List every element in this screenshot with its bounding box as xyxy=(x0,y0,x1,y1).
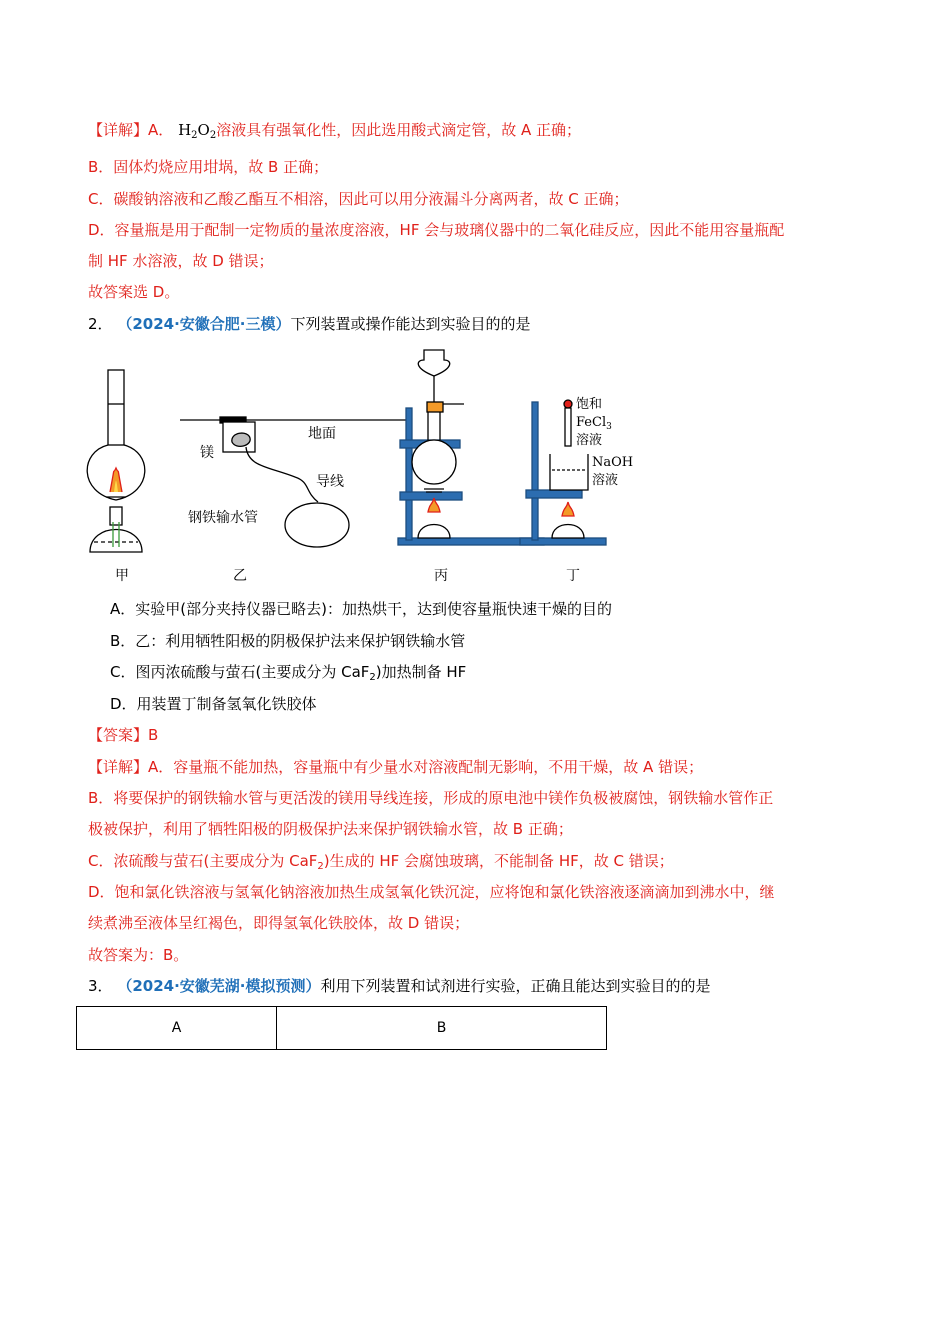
q1-explain-a: 【详解】A． $H_2O_2$溶液具有强氧化性，因此选用酸式滴定管，故 A 正确； xyxy=(88,121,582,141)
q2-option-c: C．图丙浓硫酸与萤石(主要成分为 CaF$_2$)加热制备 HF xyxy=(110,663,467,683)
label-saturated: 饱和 xyxy=(576,397,603,412)
q1-explain-c: C．碳酸钠溶液和乙酸乙酯互不相溶，因此可以用分液漏斗分离两者，故 C 正确； xyxy=(88,190,629,208)
q2-stem-text: 下列装置或操作能达到实验目的的是 xyxy=(290,315,531,333)
q2-stem xyxy=(88,314,531,334)
label-ground: 地面 xyxy=(308,426,336,442)
caption-jia: 甲 xyxy=(115,568,129,584)
label-solution-1: 溶液 xyxy=(576,433,603,448)
label-wire: 导线 xyxy=(316,474,344,490)
q2-option-a: A．实验甲(部分夹持仪器已略去)：加热烘干，达到使容量瓶快速干燥的目的 xyxy=(110,600,612,618)
q2-explain-d2: 续煮沸至液体呈红褐色，即得氢氧化铁胶体，故 D 错误； xyxy=(88,914,470,932)
corrosion-apparatus xyxy=(180,417,410,547)
caption-bing: 丙 xyxy=(434,568,448,584)
q3-stem-text: 利用下列装置和试剂进行实验，正确且能达到实验目的的是 xyxy=(320,977,711,995)
caption-ding: 丁 xyxy=(566,568,580,584)
explain-bracket: 【详解】 xyxy=(88,121,149,139)
q3-stem xyxy=(88,976,711,996)
label-solution-2: 溶液 xyxy=(592,473,619,488)
q2-explain-d1: D．饱和氯化铁溶液与氢氧化钠溶液加热生成氢氧化铁沉淀，应将饱和氯化铁溶液逐滴滴加到沸水中，继 xyxy=(88,883,775,901)
table-header-a: A xyxy=(77,1007,277,1050)
h2o2-formula: $H_2O_2$ xyxy=(178,121,217,141)
q2-option-d: D．用装置丁制备氢氧化铁胶体 xyxy=(110,695,317,713)
label-naoh: NaOH xyxy=(592,455,634,470)
q2-figure xyxy=(80,342,660,592)
label-fecl3: FeCl$_3$ xyxy=(576,415,612,432)
caption-yi: 乙 xyxy=(233,568,247,584)
table-header-b: B xyxy=(277,1007,607,1050)
q2-conclusion: 故答案为：B。 xyxy=(88,946,189,964)
flask-apparatus xyxy=(87,370,145,552)
q2-explain-c: C．浓硫酸与萤石(主要成分为 CaF$_2$)生成的 HF 会腐蚀玻璃，不能制备 HF，故 C 错误； xyxy=(88,852,674,872)
q1-explain-d1: D．容量瓶是用于配制一定物质的量浓度溶液，HF 会与玻璃仪器中的二氧化硅反应，因此不能用容量瓶配 xyxy=(88,221,785,239)
label-pipe: 钢铁输水管 xyxy=(188,510,258,526)
q2-explain-b2: 极被保护，利用了牺牲阳极的阴极保护法来保护钢铁输水管，故 B 正确； xyxy=(88,820,573,838)
distill-apparatus xyxy=(398,350,544,545)
q3-options-table xyxy=(76,1006,607,1050)
q2-explain-a: 【详解】A．容量瓶不能加热，容量瓶中有少量水对溶液配制无影响，不用干燥，故 A 错误； xyxy=(88,758,704,776)
q2-source: （2024·安徽合肥·三模） xyxy=(117,315,291,333)
label-mg: 镁 xyxy=(200,445,214,461)
q2-option-b: B．乙：利用牺牲阳极的阴极保护法来保护钢铁输水管 xyxy=(110,632,466,650)
q2-number: 2． xyxy=(88,315,113,333)
q2-answer: 【答案】B xyxy=(88,726,159,744)
q3-number: 3． xyxy=(88,977,113,995)
q3-source: （2024·安徽芜湖·模拟预测） xyxy=(117,977,321,995)
q1-explain-d2: 制 HF 水溶液，故 D 错误； xyxy=(88,252,274,270)
q1-explain-b: B．固体灼烧应用坩埚，故 B 正确； xyxy=(88,158,329,176)
q1-conclusion: 故答案选 D。 xyxy=(88,283,180,301)
q2-explain-b1: B．将要保护的钢铁输水管与更活泼的镁用导线连接，形成的原电池中镁作负极被腐蚀，钢铁输水管作正 xyxy=(88,789,774,807)
